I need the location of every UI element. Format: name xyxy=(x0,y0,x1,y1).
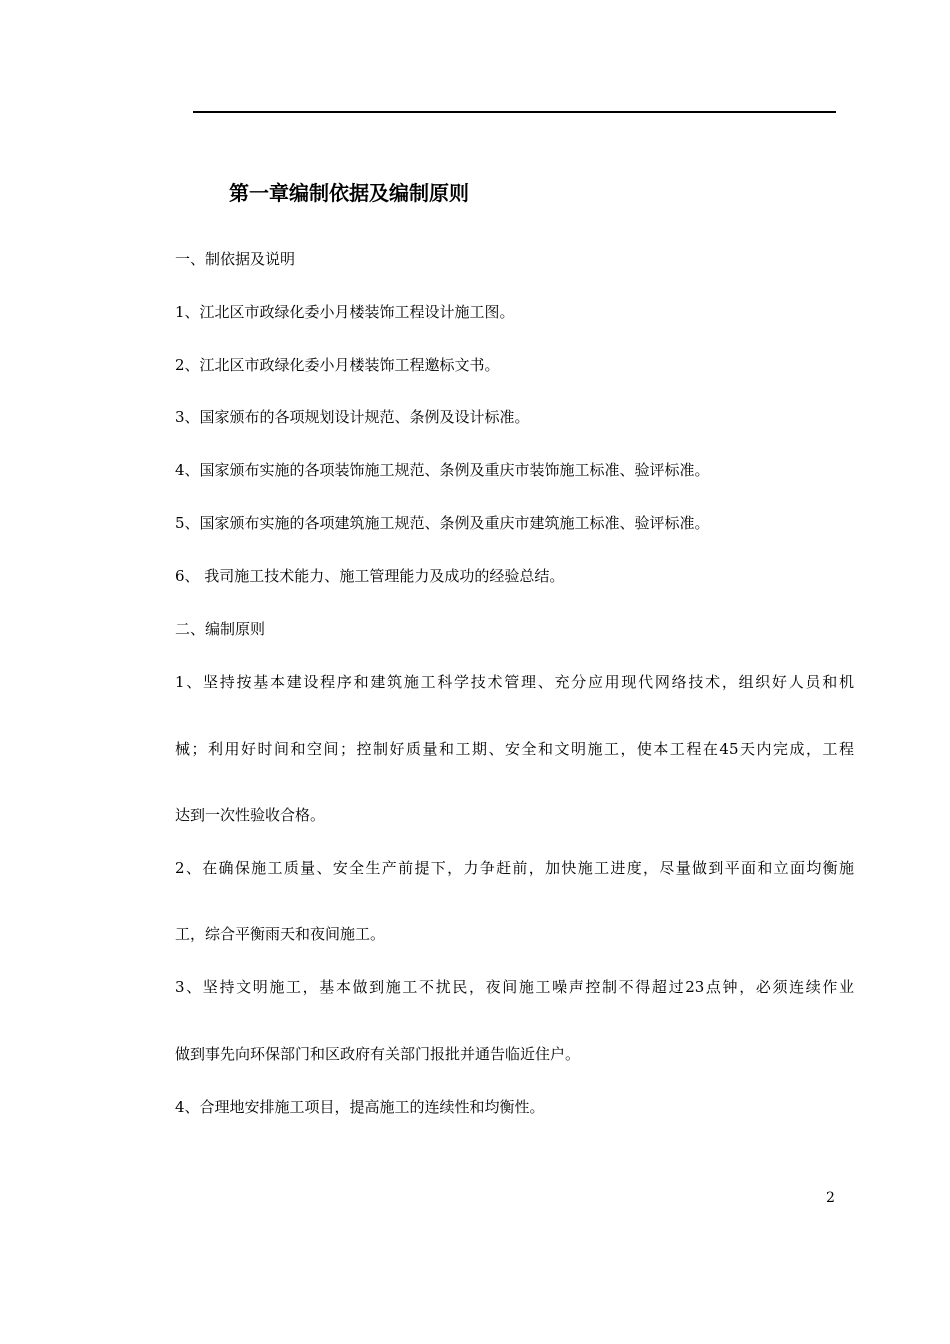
section-heading-basis: 一、制依据及说明 xyxy=(175,250,296,268)
principle-2-line-2: 工，综合平衡雨天和夜间施工。 xyxy=(175,925,386,943)
section-heading-principles: 二、编制原则 xyxy=(175,620,266,638)
principle-1-line-1: 1、坚持按基本建设程序和建筑施工科学技术管理、充分应用现代网络技术，组织好人员和机 xyxy=(175,673,854,691)
principle-4-line-1: 4、合理地安排施工项目，提高施工的连续性和均衡性。 xyxy=(175,1098,545,1116)
principle-3-line-2: 做到事先向环保部门和区政府有关部门报批并通告临近住户。 xyxy=(175,1045,581,1063)
header-rule xyxy=(193,111,836,113)
basis-item-3: 3、国家颁布的各项规划设计规范、条例及设计标准。 xyxy=(175,408,530,426)
page-number: 2 xyxy=(826,1190,835,1206)
basis-item-2: 2、江北区市政绿化委小月楼装饰工程邀标文书。 xyxy=(175,356,500,374)
chapter-title: 第一章编制依据及编制原则 xyxy=(229,181,469,205)
principle-2-line-1: 2、在确保施工质量、安全生产前提下，力争赶前，加快施工进度，尽量做到平面和立面均衡施 xyxy=(175,859,854,877)
basis-item-1: 1、江北区市政绿化委小月楼装饰工程设计施工图。 xyxy=(175,303,515,321)
principle-3-line-1: 3、坚持文明施工，基本做到施工不扰民，夜间施工噪声控制不得超过23点钟，必须连续作业 xyxy=(175,978,854,996)
principle-1-line-3: 达到一次性验收合格。 xyxy=(175,806,326,824)
principle-1-line-2: 械；利用好时间和空间；控制好质量和工期、安全和文明施工，使本工程在45天内完成，工程 xyxy=(175,740,854,758)
basis-item-6: 6、 我司施工技术能力、施工管理能力及成功的经验总结。 xyxy=(175,567,565,585)
basis-item-5: 5、国家颁布实施的各项建筑施工规范、条例及重庆市建筑施工标准、验评标准。 xyxy=(175,514,710,532)
basis-item-4: 4、国家颁布实施的各项装饰施工规范、条例及重庆市装饰施工标准、验评标准。 xyxy=(175,461,710,479)
